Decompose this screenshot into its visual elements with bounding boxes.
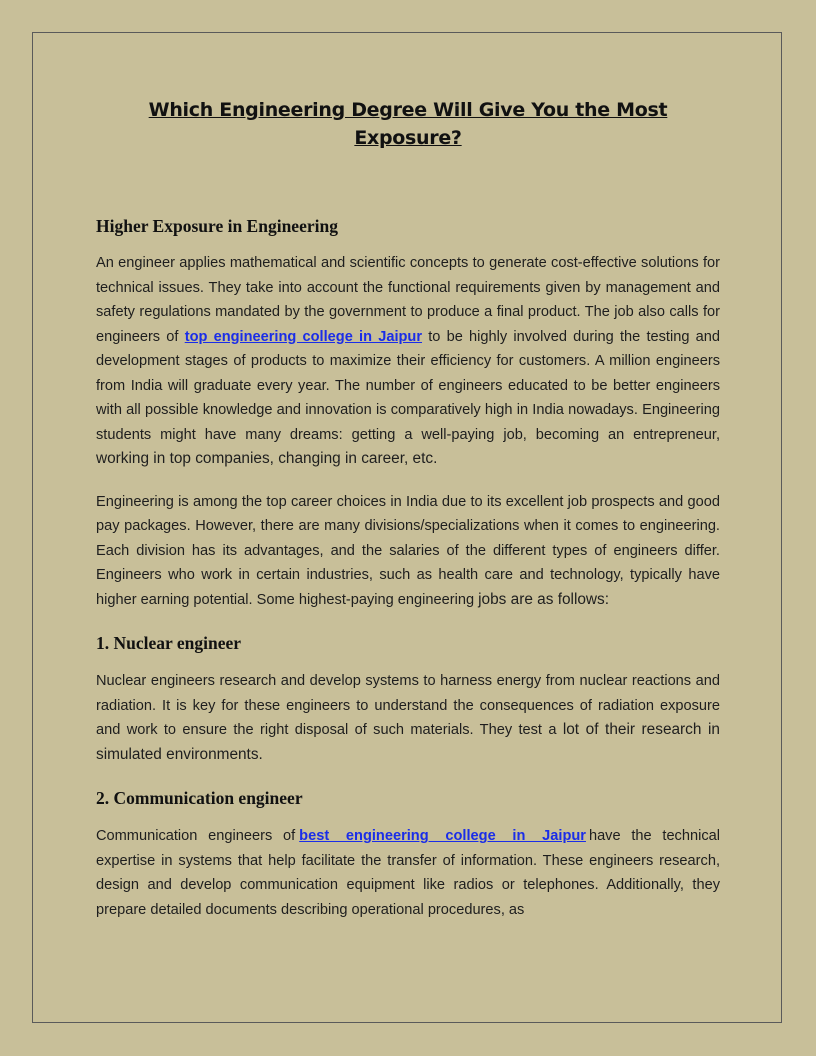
paragraph-text-tail: lot of their research in simulated environments. [96,721,720,763]
paragraph-intro [96,251,720,472]
section-heading-higher-exposure: Higher Exposure in Engineering [96,216,338,236]
document-body [96,96,720,922]
paragraph-text: An engineer applies mathematical and scientific concepts to generate cost-effective solutions for technical issues. They take into account the functional requirements given by management and safety regulations mandated by the government to produce a final product. The job also calls for engineers of [96,255,720,345]
paragraph-text: Engineering is among the top career choices in India due to its excellent job prospects and good pay packages. However, there are many divisions/specializations when it comes to engineering. Each division has its advantages, and the salaries of the different types of engineers differ. Engineers who work in certain industries, such as health care and technology, typically have higher earning potential. Some highest-paying engineering [96,493,720,608]
paragraph-text: Communication engineers of [96,828,296,844]
link-top-engineering-college-jaipur[interactable]: top engineering college in Jaipur [184,328,423,345]
paragraph-text-tail: working in top companies, changing in career, etc. [96,450,438,467]
paragraph-text: Nuclear engineers research and develop systems to harness energy from nuclear reactions and radiation. It is key for these engineers to understand the consequences of radiation exposure and work to ensure the right disposal of such materials. They test a [96,673,720,738]
section-heading-nuclear-engineer: 1. Nuclear engineer [96,633,241,653]
link-best-engineering-college-jaipur[interactable]: best engineering college in Jaipur [299,828,586,844]
paragraph-communication [96,824,720,922]
paragraph-text-tail: jobs are as follows: [478,590,610,608]
paragraph-career-choices [96,490,720,613]
section-heading-communication-engineer: 2. Communication engineer [96,788,303,808]
paragraph-text: to be highly involved during the testing and development stages of products to maximize their efficiency for customers. A million engineers from India will graduate every year. The number of engineers educated to be better engineers with all possible knowledge and innovation is comparatively high in India nowadays. Engineering students might have many dreams: getting a well-paying job, becoming an entrepreneur, [96,328,720,443]
paragraph-text: have the technical expertise in systems that help facilitate the transfer of information. These engineers research, design and develop communication equipment like radios or telephones. Additionally, they prepare detailed documents describing operational procedures, as [96,828,720,918]
document-title: Which Engineering Degree Will Give You the Most Exposure? [148,99,668,149]
paragraph-nuclear [96,669,720,767]
